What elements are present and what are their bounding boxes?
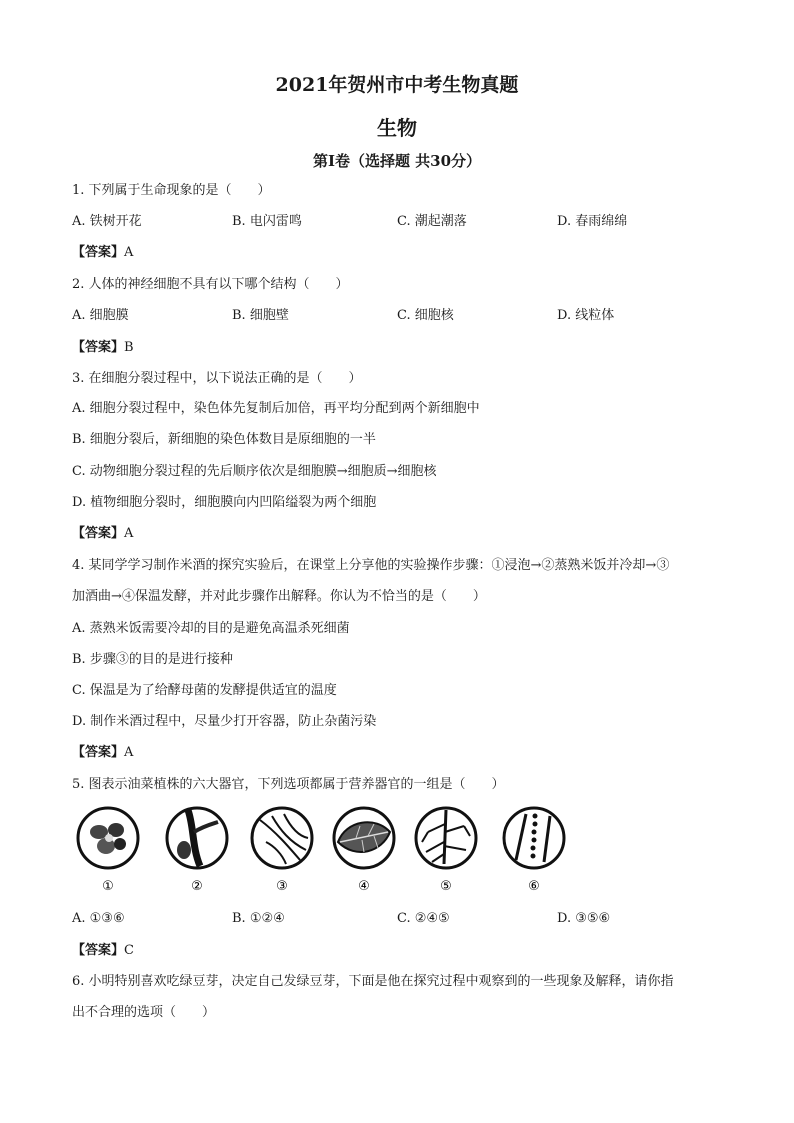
answer-label: 【答案】 <box>72 745 125 760</box>
question-4-option-d: D. 制作米酒过程中，尽量少打开容器，防止杂菌污染 <box>72 714 377 729</box>
answer-value: A <box>124 745 134 760</box>
question-5-option-a: A. ①③⑥ <box>72 911 125 926</box>
question-4-option-b: B. 步骤③的目的是进行接种 <box>72 652 233 667</box>
question-4-option-a: A. 蒸熟米饭需要冷却的目的是避免高温杀死细菌 <box>72 621 350 636</box>
question-5-option-d: D. ③⑤⑥ <box>557 911 611 926</box>
subject-heading: 生物 <box>377 116 417 140</box>
question-5-option-c: C. ②④⑤ <box>397 911 450 926</box>
root-organ-image <box>416 808 476 868</box>
figure-label-2: ② <box>191 879 203 894</box>
answer-label: 【答案】 <box>72 340 125 355</box>
figure-label-1: ① <box>102 879 114 894</box>
question-6-stem-line-2: 出不合理的选项（ ） <box>72 1005 216 1020</box>
fruit-organ-image <box>252 808 312 868</box>
document-title: 2021年贺州市中考生物真题 <box>275 74 519 96</box>
question-1-option-c: C. 潮起潮落 <box>397 214 467 229</box>
question-6-stem-line-1: 6. 小明特别喜欢吃绿豆芽，决定自己发绿豆芽，下面是他在探究过程中观察到的一些现象及解释，请你指 <box>72 974 674 989</box>
question-2-option-d: D. 线粒体 <box>557 308 615 323</box>
question-2-answer <box>72 339 134 357</box>
figure-label-4: ④ <box>358 879 370 894</box>
question-1-option-b: B. 电闪雷鸣 <box>232 214 302 229</box>
question-5-stem: 5. 图表示油菜植株的六大器官，下列选项都属于营养器官的一组是（ ） <box>72 777 505 792</box>
question-4-stem-line-2: 加酒曲→④保温发酵，并对此步骤作出解释。你认为不恰当的是（ ） <box>72 589 486 604</box>
answer-value: C <box>124 943 134 958</box>
question-3-answer <box>72 525 133 543</box>
figure-label-6: ⑥ <box>528 879 540 894</box>
question-3-option-d: D. 植物细胞分裂时，细胞膜向内凹陷缢裂为两个细胞 <box>72 495 377 510</box>
answer-label: 【答案】 <box>72 943 125 958</box>
section-heading: 第I卷（选择题 共30分） <box>312 152 482 170</box>
answer-label: 【答案】 <box>72 245 125 260</box>
question-3-option-b: B. 细胞分裂后，新细胞的染色体数目是原细胞的一半 <box>72 432 376 447</box>
question-2-option-b: B. 细胞壁 <box>232 308 289 323</box>
question-5-answer <box>72 942 134 960</box>
answer-value: A <box>124 526 134 541</box>
question-2-option-a: A. 细胞膜 <box>72 308 129 323</box>
question-1-option-d: D. 春雨绵绵 <box>557 214 628 229</box>
stem-organ-image <box>167 808 227 868</box>
question-4-answer <box>72 744 133 762</box>
question-1-option-a: A. 铁树开花 <box>72 214 142 229</box>
question-3-stem: 3. 在细胞分裂过程中，以下说法正确的是（ ） <box>72 371 362 386</box>
figure-label-5: ⑤ <box>440 879 452 894</box>
question-2-stem: 2. 人体的神经细胞不具有以下哪个结构（ ） <box>72 277 349 292</box>
question-3-option-a: A. 细胞分裂过程中，染色体先复制后加倍，再平均分配到两个新细胞中 <box>72 401 480 416</box>
figure-label-3: ③ <box>276 879 288 894</box>
answer-label: 【答案】 <box>72 526 125 541</box>
leaf-organ-image <box>334 808 394 868</box>
question-5-option-b: B. ①②④ <box>232 911 285 926</box>
answer-value: A <box>124 245 134 260</box>
question-1-answer <box>72 244 133 262</box>
question-3-option-c: C. 动物细胞分裂过程的先后顺序依次是细胞膜→细胞质→细胞核 <box>72 464 437 479</box>
answer-value: B <box>124 340 134 355</box>
question-4-stem-line-1: 4. 某同学学习制作米酒的探究实验后，在课堂上分享他的实验操作步骤：①浸泡→②蒸熟米饭并冷却→③ <box>72 558 670 573</box>
question-2-option-c: C. 细胞核 <box>397 308 454 323</box>
question-1-stem: 1. 下列属于生命现象的是（ ） <box>72 183 271 198</box>
plant-organs-figure <box>76 802 576 898</box>
seed-organ-image <box>504 808 564 868</box>
flower-organ-image <box>78 808 138 868</box>
question-4-option-c: C. 保温是为了给酵母菌的发酵提供适宜的温度 <box>72 683 337 698</box>
